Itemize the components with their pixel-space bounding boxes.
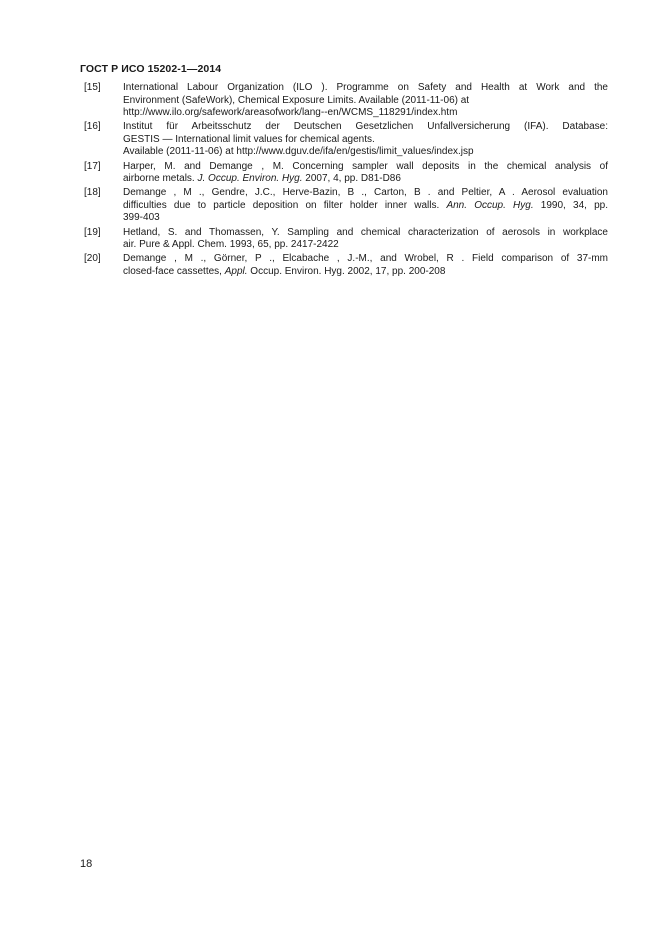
reference-text [123, 187, 608, 225]
reference-line [123, 200, 608, 213]
reference-number: [20] [84, 253, 101, 265]
reference-item [80, 82, 608, 120]
reference-list [80, 82, 608, 280]
reference-url: Available (2011-11-06) at http://www.dguv.de/ifa/en/gestis/limit_values/index.jsp [123, 146, 474, 158]
reference-text-part: 1990, 34, pp. [533, 199, 608, 211]
reference-text-part: closed-face cassettes, [123, 265, 225, 277]
reference-line: Hetland, S. and Thomassen, Y. Sampling and chemical characterization of aerosols in workplace [123, 226, 608, 238]
reference-line: air. Pure & Appl. Chem. 1993, 65, pp. 2417-2422 [123, 239, 339, 251]
reference-line: Institut für Arbeitsschutz der Deutschen Gesetzlichen Unfallversicherung (IFA). Database: [123, 121, 608, 133]
journal-name: J. Occup. Environ. Hyg. [197, 173, 303, 185]
reference-line: Environment (SafeWork), Chemical Exposure Limits. Available (2011-11-06) at [123, 94, 470, 106]
reference-text [123, 227, 608, 252]
reference-number: [15] [84, 82, 101, 93]
reference-item [80, 253, 608, 278]
reference-text-part: Occup. Environ. Hyg. 2002, 17, pp. 200-208 [247, 265, 446, 277]
reference-text-part: airborne metals. [123, 173, 198, 185]
reference-line: Demange , M ., Gendre, J.C., Herve-Bazin, B ., Carton, B . and Peltier, A . Aerosol evaluation [123, 187, 608, 199]
reference-text [123, 82, 608, 120]
reference-number: [18] [84, 187, 101, 199]
reference-text-part: difficulties due to particle deposition on filter holder inner walls. [123, 199, 447, 211]
reference-number: [19] [84, 226, 101, 238]
reference-item [80, 227, 608, 252]
journal-name: Appl. [224, 265, 248, 277]
reference-line [123, 266, 608, 279]
reference-text [123, 161, 608, 186]
reference-item [80, 121, 608, 159]
reference-number: [17] [84, 160, 101, 172]
reference-item [80, 161, 608, 186]
reference-line: Harper, M. and Demange , M. Concerning sampler wall deposits in the chemical analysis of [123, 160, 608, 172]
reference-text [123, 121, 608, 159]
reference-line: GESTIS — International limit values for chemical agents. [123, 133, 375, 145]
reference-text [123, 253, 608, 278]
journal-name: Ann. Occup. Hyg. [446, 199, 534, 211]
reference-line: Demange , M ., Görner, P ., Elcabache , J.-M., and Wrobel, R . Field comparison of 37-mm [123, 253, 608, 265]
reference-item [80, 187, 608, 225]
reference-line [123, 173, 608, 186]
reference-line: International Labour Organization (ILO ). Programme on Safety and Health at Work and the [123, 82, 608, 93]
page-header: ГОСТ Р ИСО 15202-1—2014 [80, 63, 222, 75]
reference-number: [16] [84, 121, 101, 133]
page-number: 18 [80, 858, 93, 870]
reference-url: http://www.ilo.org/safework/areasofwork/lang--en/WCMS_118291/index.htm [123, 107, 458, 119]
reference-text-part: 2007, 4, pp. D81-D86 [302, 173, 401, 185]
reference-line: 399-403 [123, 212, 160, 224]
